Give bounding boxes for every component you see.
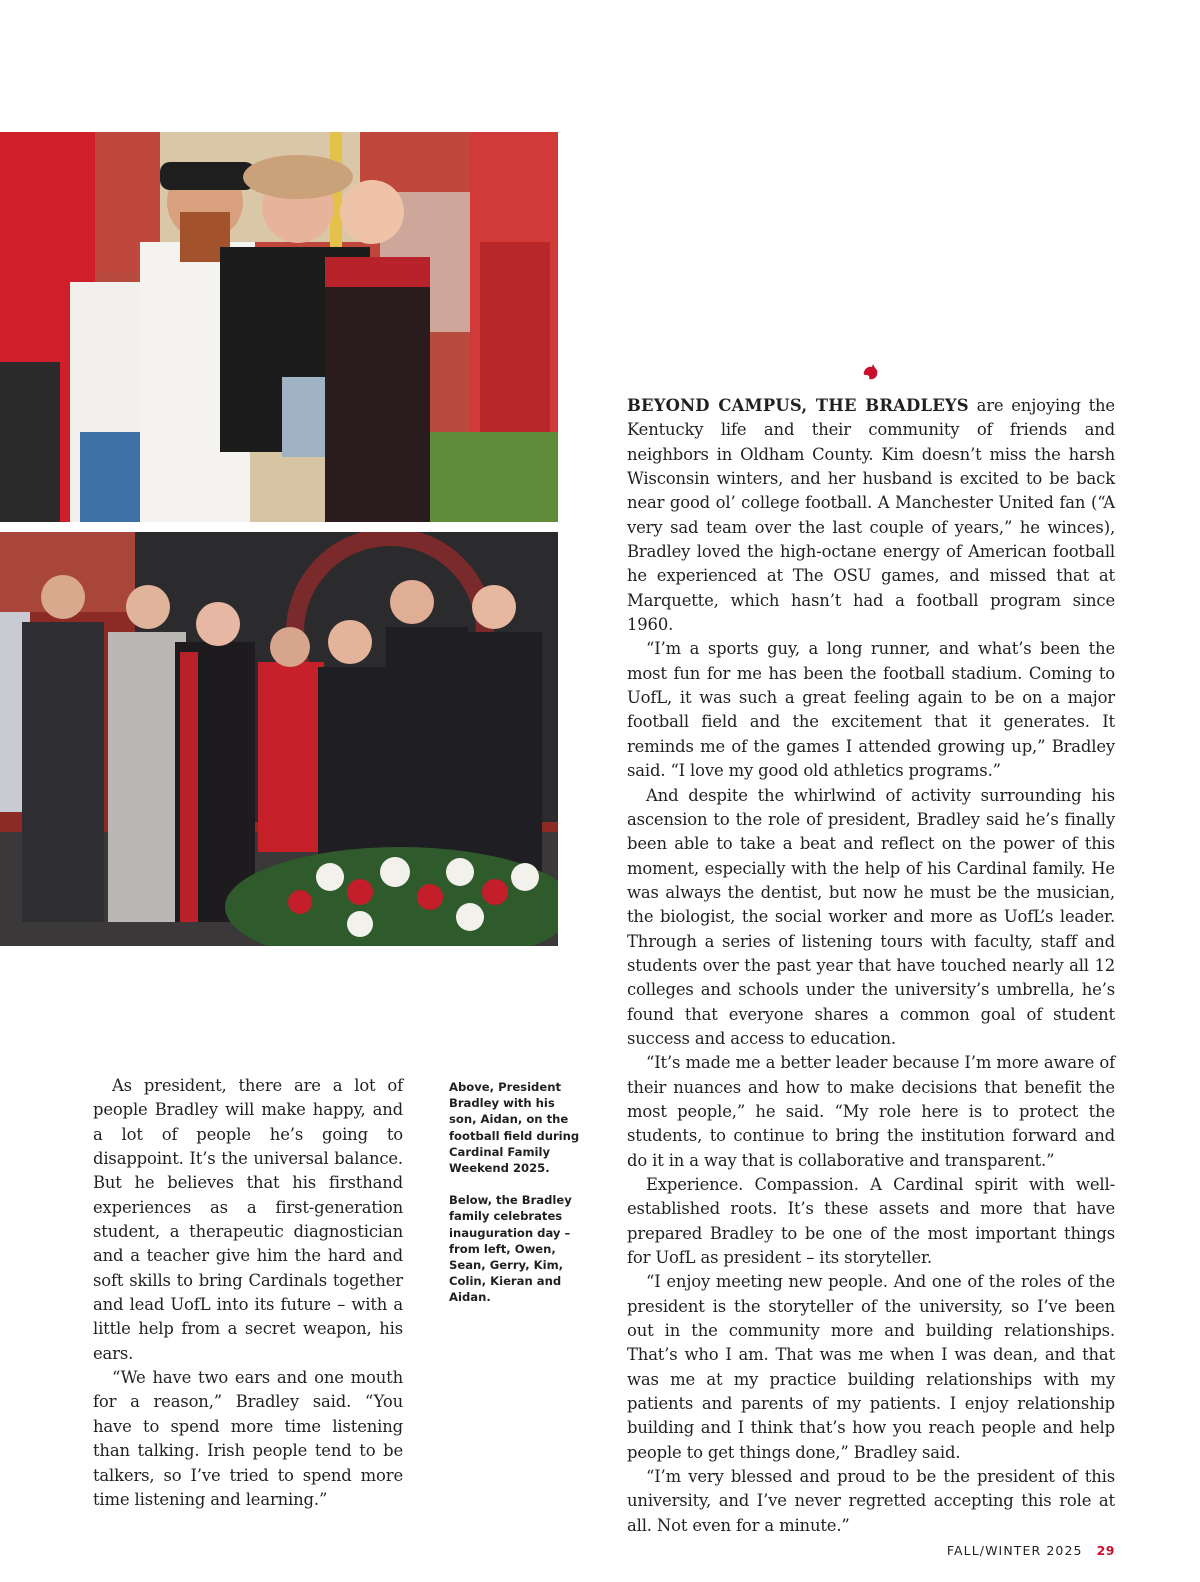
photo-football-field [0,132,558,522]
right-paragraph-5: Experience. Compassion. A Cardinal spirit with well-established roots. It’s these assets and more that have prepared Bradley to be one of the most important things for UofL as president – its storyteller. [627,1175,1115,1268]
page-number: 29 [1096,1543,1115,1558]
lead-in: BEYOND CAMPUS, THE BRADLEYS [627,396,969,415]
left-paragraph-2: “We have two ears and one mouth for a reason,” Bradley said. “You have to spend more time listening than talking. Irish people tend to be talkers, so I’ve tried to spend more time listening and learning.” [93,1368,403,1509]
right-paragraph-4: “It’s made me a better leader because I’m more aware of their nuances and how to make decisions that benefit the most people,” he said. “My role here is to protect the students, to continue to bring the institution forward and do it in a way that is collaborative and transparent.” [627,1053,1115,1170]
right-paragraph-1 [627,394,1115,637]
left-paragraph-1: As president, there are a lot of people Bradley will make happy, and a lot of people he’s going to disappoint. It’s the universal balance. But he believes that his firsthand experiences as a first-generation student, a therapeutic diagnostician and a teacher give him the hard and soft skills to bring Cardinals together and lead UofL into its future – with a little help from a secret weapon, his ears. [93,1076,403,1363]
right-column-text [627,394,1115,1538]
caption-above: Above, President Bradley with his son, Aidan, on the football field during Cardinal Family Weekend 2025. [449,1080,580,1176]
caption-below: Below, the Bradley family celebrates inauguration day – from left, Owen, Sean, Gerry, Kim, Colin, Kieran and Aidan. [449,1193,572,1305]
photo-caption [449,1079,585,1322]
right-paragraph-3: And despite the whirlwind of activity surrounding his ascension to the role of president, Bradley said he’s finally been able to take a beat and reflect on the power of this moment, especially with the help of his Cardinal family. He was always the dentist, but now he must be the musician, the biologist, the social worker and more as UofL’s leader. Through a series of listening tours with faculty, staff and students over the past year that have touched nearly all 12 colleges and schools under the university’s umbrella, he’s found that everyone shares a common goal of student success and access to education. [627,785,1115,1048]
cardinal-bird-icon [861,363,881,383]
right-paragraph-6: “I enjoy meeting new people. And one of the roles of the president is the storyteller of the university, so I’ve been out in the community more and building relationships. That’s who I am. That was me when I was dean, and that was me at my practice building relationships with my patients and parents of my patients. I enjoy relationship building and I think that’s how you reach people and help people to get things done,” Bradley said. [627,1272,1115,1462]
photo-inauguration-family [0,532,558,946]
right-paragraph-1-text: are enjoying the Kentucky life and their community of friends and neighbors in Oldham County. Kim doesn’t miss the harsh Wisconsin winters, and her husband is excited to be back near good ol’ college football. A Manchester United fan (“A very sad team over the last couple of years,” he winces), Bradley loved the high-octane energy of American football he experienced at The OSU games, and missed that at Marquette, which hasn’t had a football program since 1960. [627,396,1115,635]
issue-label: FALL/WINTER 2025 [946,1543,1083,1558]
page-footer [947,1543,1115,1558]
right-paragraph-7: “I’m very blessed and proud to be the president of this university, and I’ve never regretted accepting this role at all. Not even for a minute.” [627,1467,1115,1535]
right-paragraph-2: “I’m a sports guy, a long runner, and what’s been the most fun for me has been the football stadium. Coming to UofL, it was such a great feeling again to be on a major football field and the excitement that it generates. It reminds me of the games I attended growing up,” Bradley said. “I love my good old athletics programs.” [627,639,1115,781]
left-column-text [93,1074,403,1512]
